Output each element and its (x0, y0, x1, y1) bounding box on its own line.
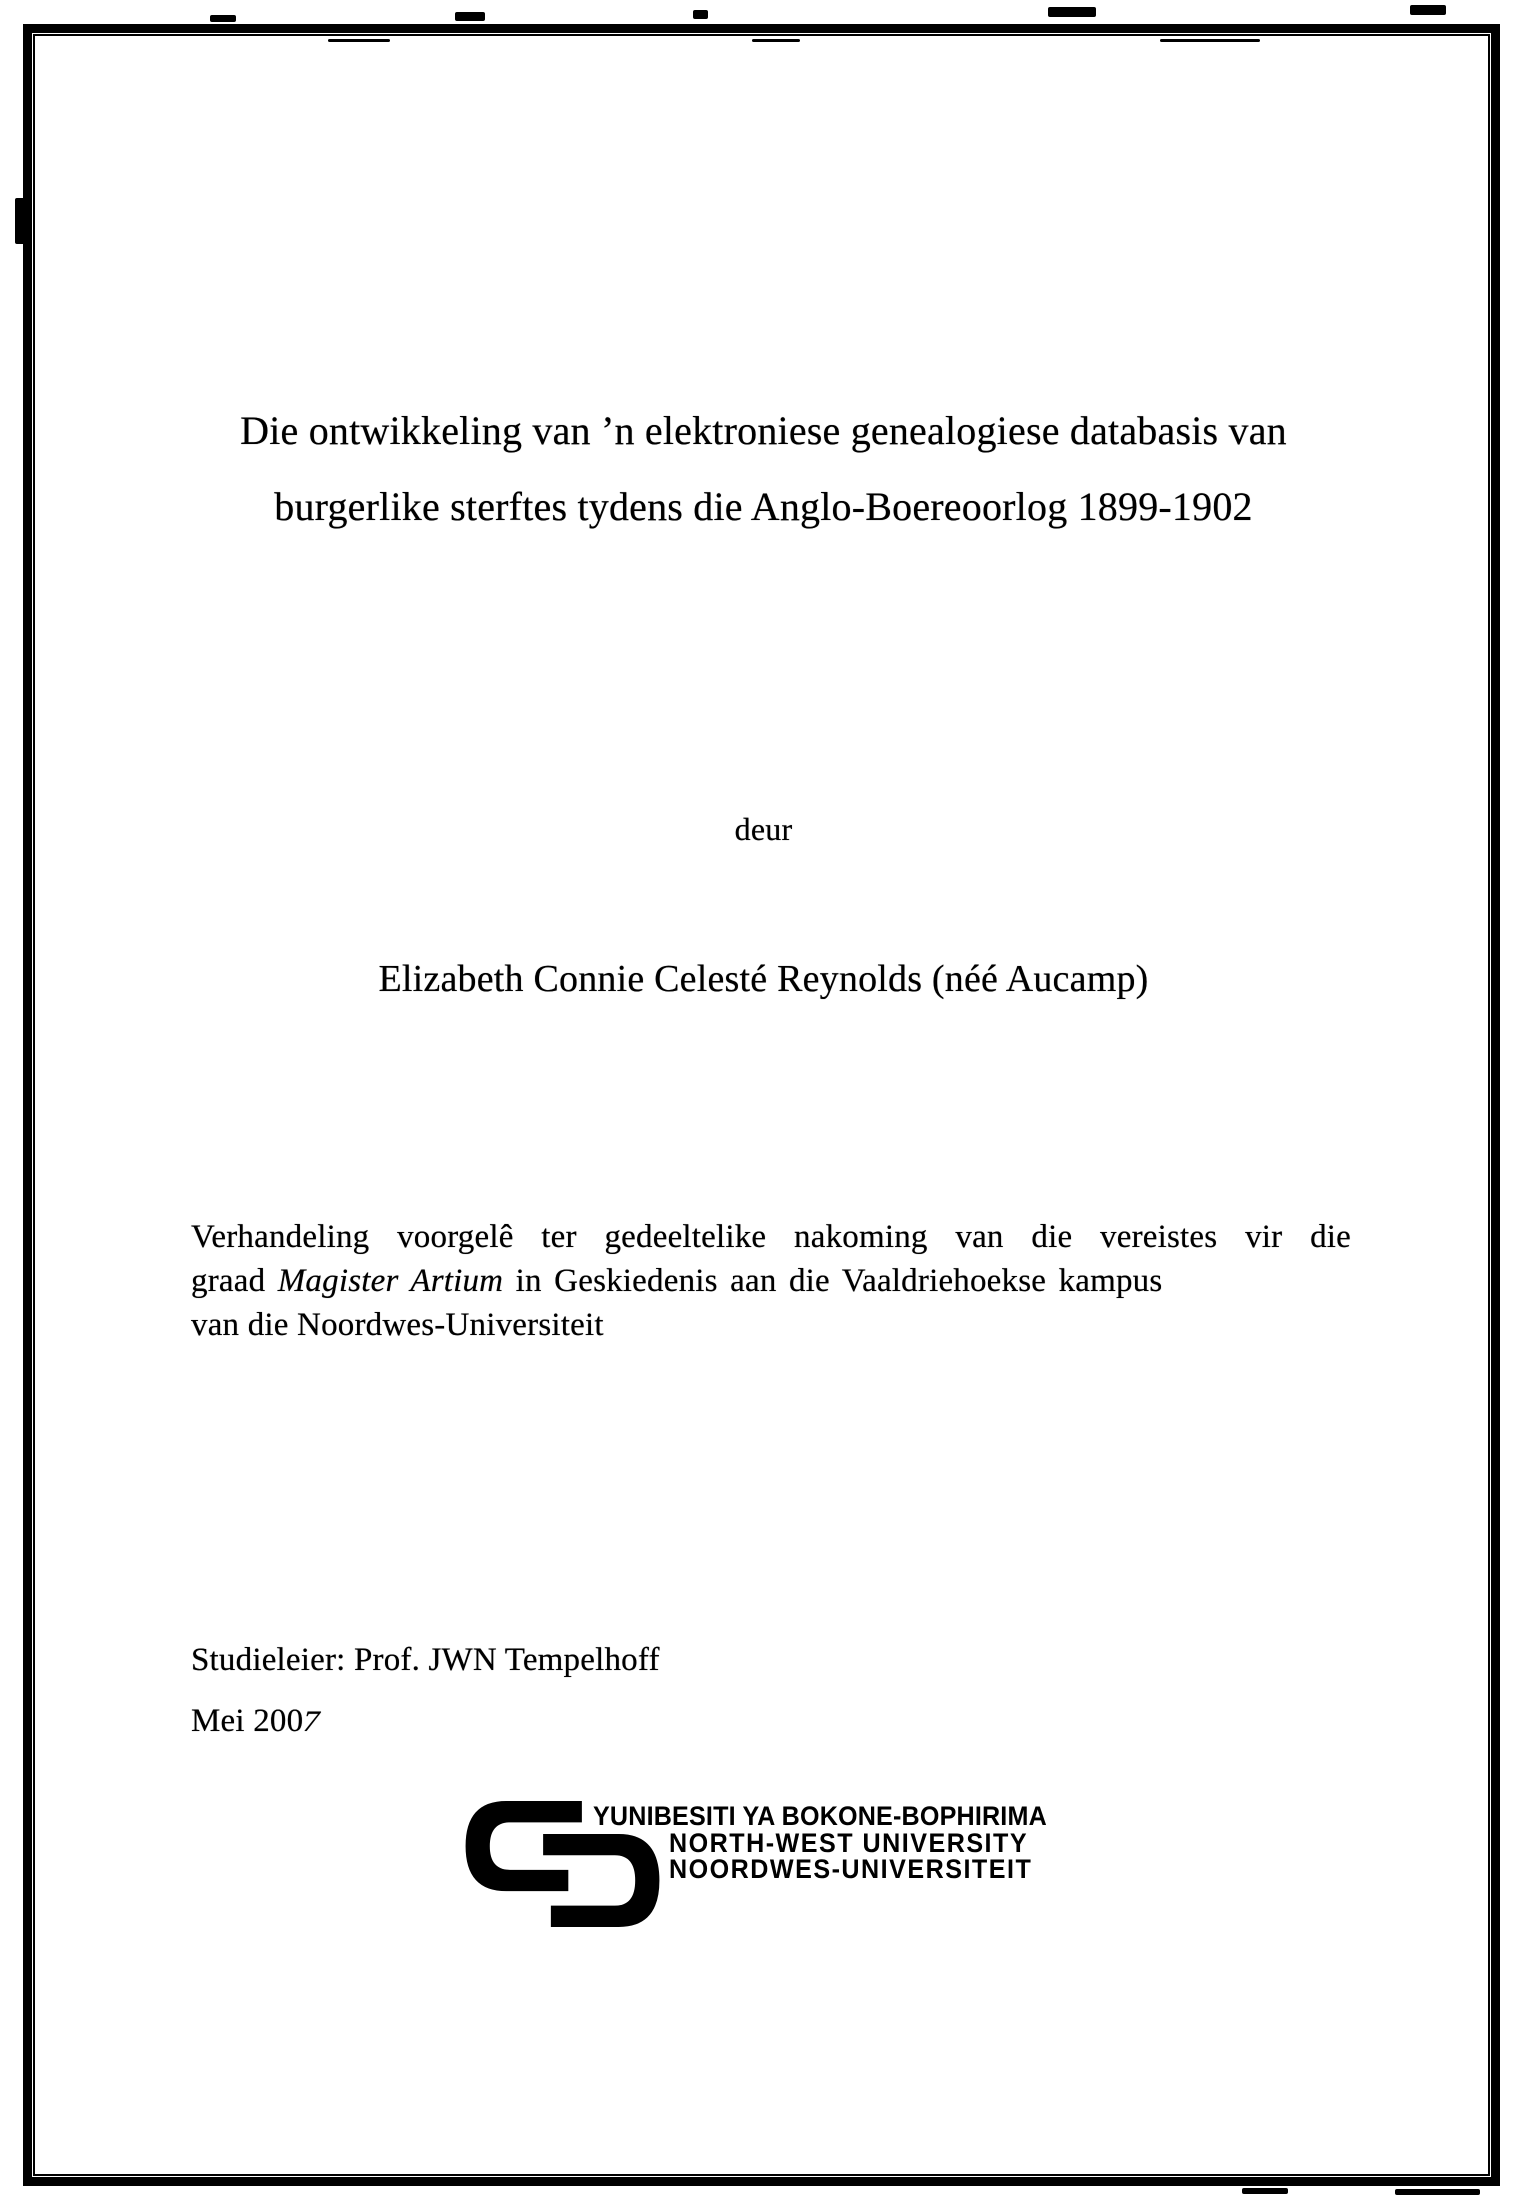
scan-artifact (1048, 7, 1096, 17)
thesis-title-line1: Die ontwikkeling van ’n elektroniese genealogiese databasis van (240, 408, 1287, 453)
degree-statement (191, 1215, 1351, 1347)
scan-artifact (210, 15, 236, 22)
scan-artifact (1242, 2188, 1288, 2194)
degree-name-italic: Magister Artium (277, 1263, 504, 1299)
logo-text-afrikaans: NOORDWES-UNIVERSITEIT (669, 1854, 1033, 1884)
scan-artifact (1410, 5, 1446, 15)
degree-statement-line2-pre: graad (191, 1263, 278, 1299)
scan-artifact (455, 12, 485, 21)
logo-text-english: NORTH-WEST UNIVERSITY (669, 1828, 1029, 1858)
date-last-digit: 7 (299, 1705, 324, 1739)
supervisor-line: Studieleier: Prof. JWN Tempelhoff (191, 1642, 660, 1678)
scan-artifact (693, 10, 708, 19)
degree-statement-line1: Verhandeling voorgelê ter gedeeltelike nakoming van die vereistes vir die (191, 1219, 1351, 1255)
thesis-title (0, 393, 1527, 545)
degree-statement-line2-post: in Geskiedenis aan die Vaaldriehoekse kampus (503, 1263, 1163, 1299)
degree-statement-line3: van die Noordwes-Universiteit (191, 1307, 604, 1343)
date-text: Mei 200 (191, 1703, 304, 1739)
date-line (191, 1703, 324, 1739)
thesis-title-line2: burgerlike sterftes tydens die Anglo-Boereoorlog 1899-1902 (274, 484, 1253, 529)
byline-deur: deur (734, 811, 793, 847)
scan-artifact (1395, 2189, 1480, 2195)
degree-statement-line2 (191, 1259, 1351, 1303)
logo-text-setswana: YUNIBESITI YA BOKONE-BOPHIRIMA (593, 1801, 1047, 1831)
author-name: Elizabeth Connie Celesté Reynolds (néé Aucamp) (378, 958, 1149, 1000)
